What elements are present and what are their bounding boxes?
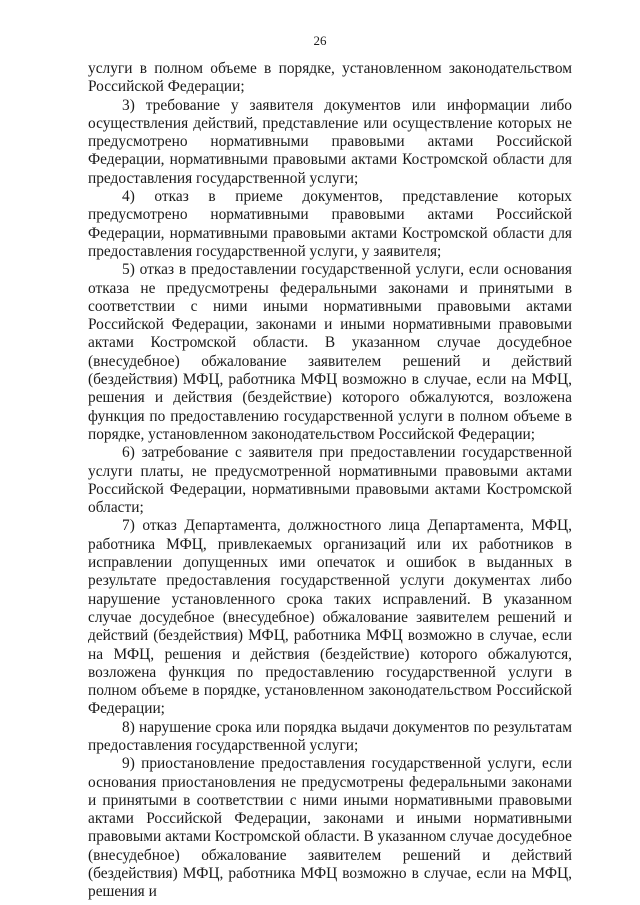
page-number: 26: [313, 33, 327, 48]
paragraph-item-9: 9) приостановление предоставления государственной услуги, если основания приостановления не предусмотрены федеральными законами и принятыми в соответствии с ними иными нормативными правовыми актами Российской Федерации, законами и иными нормативными правовыми актами Костромской области. В указанном случае досудебное (внесудебное) обжалование заявителем решений и действий (бездействия) МФЦ, работника МФЦ возможно в случае, если на МФЦ, решения и: [88, 755, 572, 901]
paragraph-item-8: 8) нарушение срока или порядка выдачи документов по результатам предоставления государственной услуги;: [88, 718, 572, 754]
paragraph-item-5: 5) отказ в предоставлении государственной услуги, если основания отказа не предусмотрены федеральными законами и принятыми в соответствии с ними иными нормативными правовыми актами Российской Федерации, законами и иными нормативными правовыми актами Костромской области. В указанном случае досудебное (внесудебное) обжалование заявителем решений и действий (бездействия) МФЦ, работника МФЦ возможно в случае, если на МФЦ, решения и действия (бездействие) которого обжалуются, возложена функция по предоставлению государственной услуги в полном объеме в порядке, установленном законодательством Российской Федерации;: [88, 261, 572, 443]
paragraph-item-7: 7) отказ Департамента, должностного лица Департамента, МФЦ, работника МФЦ, привлекаемых организаций или их работников в исправлении допущенных ими опечаток и ошибок в выданных в результате предоставления государственной услуги документах либо нарушение установленного срока таких исправлений. В указанном случае досудебное (внесудебное) обжалование заявителем решений и действий (бездействия) МФЦ, работника МФЦ возможно в случае, если на МФЦ, решения и действия (бездействие) которого обжалуются, возложена функция по предоставлению государственной услуги в полном объеме в порядке, установленном законодательством Российской Федерации;: [88, 517, 572, 718]
paragraph-item-4: 4) отказ в приеме документов, представление которых предусмотрено нормативными правовыми актами Российской Федерации, нормативными правовыми актами Костромской области для предоставления государственной услуги, у заявителя;: [88, 188, 572, 260]
paragraph-continuation: услуги в полном объеме в порядке, установленном законодательством Российской Федерации;: [88, 60, 572, 96]
paragraph-item-6: 6) затребование с заявителя при предоставлении государственной услуги платы, не предусмотренной нормативными правовыми актами Российской Федерации, нормативными правовыми актами Костромской области;: [88, 444, 572, 517]
paragraph-item-3: 3) требование у заявителя документов или информации либо осуществления действий, представление или осуществление которых не предусмотрено нормативными правовыми актами Российской Федерации, нормативными правовыми актами Костромской области для предоставления государственной услуги;: [88, 96, 572, 187]
document-body: [88, 60, 572, 902]
